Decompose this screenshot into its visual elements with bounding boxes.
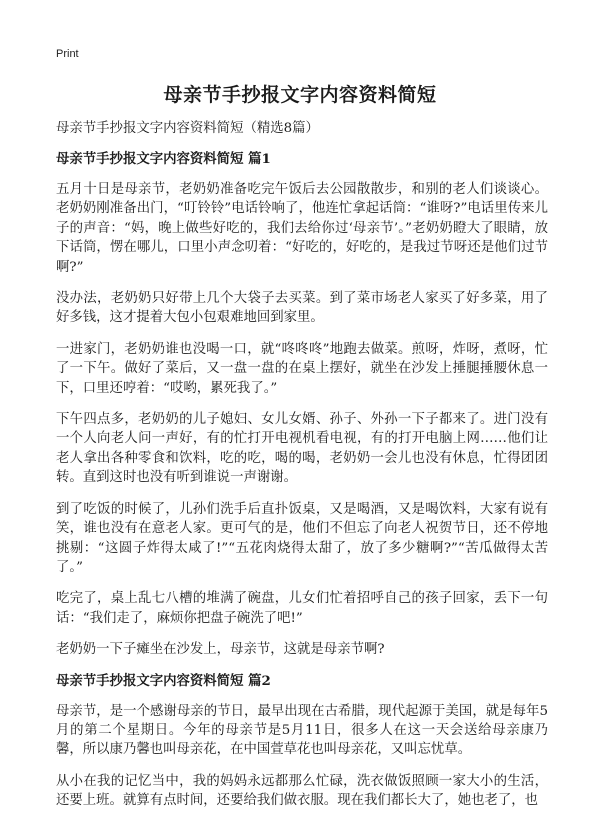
document-body <box>56 120 548 823</box>
paragraph: 一进家门，老奶奶谁也没喝一口，就“咚咚咚”地跑去做菜。煎呀，炸呀，煮呀，忙了一下午。做好了菜后，又一盘一盘的在桌上摆好，就坐在沙发上捶腿捶腰休息一下，口里还哼着：“哎哟，累死我了。” <box>56 341 548 396</box>
document-title: 母亲节手抄报文字内容资料简短 <box>163 84 437 106</box>
paragraph: 吃完了，桌上乱七八槽的堆满了碗盘，儿女们忙着招呼自己的孩子回家，丢下一句话：“我们走了，麻烦你把盘子碗洗了吧!” <box>56 591 548 626</box>
section-heading-1: 母亲节手抄报文字内容资料简短 篇1 <box>56 151 271 167</box>
paragraph: 五月十日是母亲节，老奶奶准备吃完午饭后去公园散散步，和别的老人们谈谈心。老奶奶刚准备出门，“叮铃铃”电话铃响了，他连忙拿起话筒：“谁呀?”电话里传来儿子的声音：“妈，晚上做些好吃的，我们去给你过‘母亲节’。”老奶奶瞪大了眼睛，放下话筒，愣在哪儿，口里小声念叨着：“好吃的，好吃的，是我过节呀还是他们过节啊?” <box>56 182 548 275</box>
paragraph: 从小在我的记忆当中，我的妈妈永远都那么忙碌，洗衣做饭照顾一家大小的生活，还要上班。就算有点时间，还要给我们做衣服。现在我们都长大了，她也老了，也 <box>56 773 548 809</box>
paragraph: 没办法，老奶奶只好带上几个大袋子去买菜。到了菜市场老人家买了好多菜，用了好多钱，这才提着大包小包艰难地回到家里。 <box>56 291 548 326</box>
section-heading-2: 母亲节手抄报文字内容资料简短 篇2 <box>56 672 271 689</box>
print-link[interactable]: Print <box>56 48 79 60</box>
paragraph: 老奶奶一下子瘫坐在沙发上，母亲节，这就是母亲节啊? <box>56 642 385 658</box>
paragraph: 到了吃饭的时候了，儿孙们洗手后直扑饭桌，又是喝酒，又是喝饮料，大家有说有笑，谁也没有在意老人家。更可气的是，他们不但忘了向老人祝贺节日，还不停地挑剔：“这圆子炸得太咸了!”“五花肉烧得太甜了，放了多少糖啊?”“苦瓜做得太苦了。” <box>56 501 548 575</box>
paragraph: 下午四点多，老奶奶的儿子媳妇、女儿女婿、孙子、外孙一下子都来了。进门没有一个人向老人问一声好，有的忙打开电视机看电视，有的打开电脑上网……他们让老人拿出各种零食和饮料，吃的吃，喝的喝，老奶奶一会儿也没有休息，忙得团团转。直到这时也没有听到谁说一声谢谢。 <box>56 412 548 486</box>
document-subtitle: 母亲节手抄报文字内容资料简短（精选8篇） <box>56 121 319 136</box>
paragraph: 母亲节，是一个感谢母亲的节日，最早出现在古希腊，现代起源于美国，就是每年5月的第二个星期日。今年的母亲节是5月11日，很多人在这一天会送给母亲康乃馨，所以康乃馨也叫母亲花，在中国萱草花也叫母亲花，又叫忘忧草。 <box>56 703 548 758</box>
